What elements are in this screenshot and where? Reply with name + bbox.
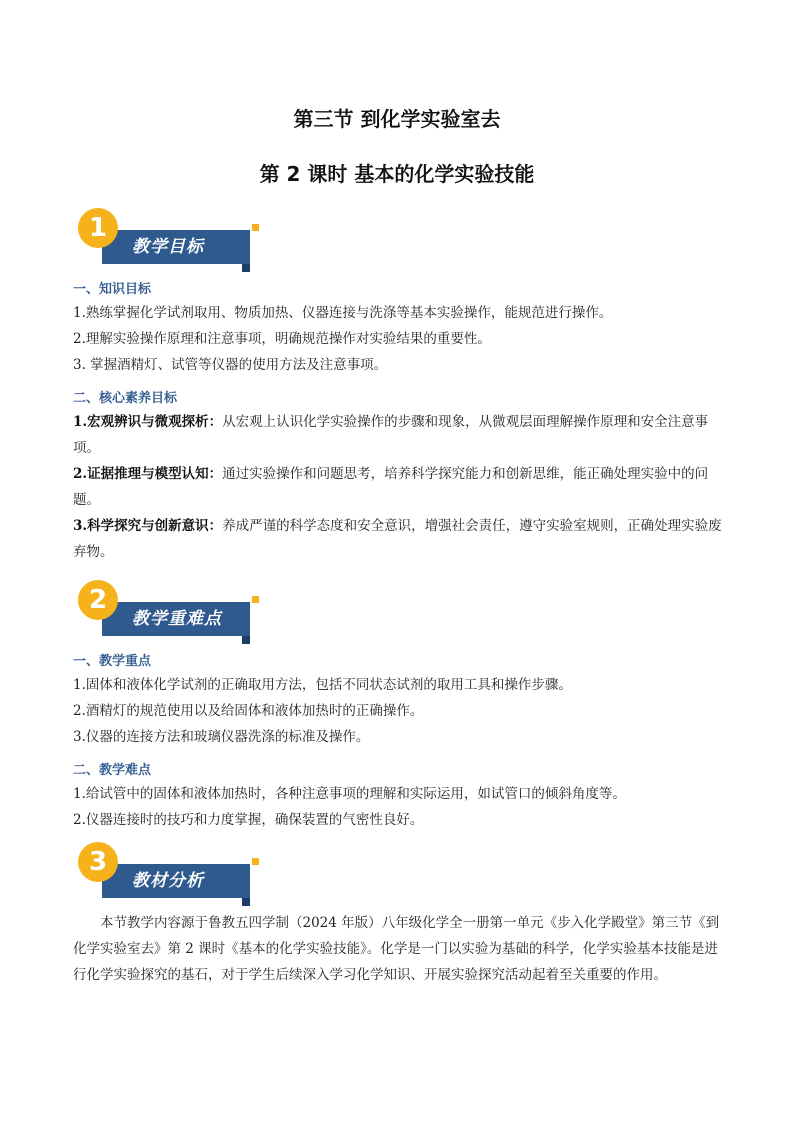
badge-dot-icon: [252, 596, 259, 603]
section-badge-analysis: [78, 842, 278, 904]
badge-label: 教材分析: [102, 864, 250, 898]
badge-number: 3: [78, 842, 118, 882]
item-text: 养成严谨的科学态度和安全意识，增强社会责任，遵守实验室规则，正确处理实验废弃物。: [73, 518, 722, 560]
badge-number: 1: [78, 208, 118, 248]
section-badge-key-points: [78, 580, 278, 642]
list-item: 1.熟练掌握化学试剂取用、物质加热、仪器连接与洗涤等基本实验操作，能规范进行操作。: [73, 305, 613, 321]
badge-dot-icon: [252, 224, 259, 231]
list-item: 3. 掌握酒精灯、试管等仪器的使用方法及注意事项。: [73, 357, 388, 373]
list-item: 1.给试管中的固体和液体加热时，各种注意事项的理解和实际运用，如试管口的倾斜角度等。: [73, 786, 626, 802]
list-item: 2.理解实验操作原理和注意事项，明确规范操作对实验结果的重要性。: [73, 331, 491, 347]
list-item: [73, 513, 723, 565]
badge-number: 2: [78, 580, 118, 620]
knowledge-heading: 一、知识目标: [73, 282, 152, 297]
difficult-list: [73, 781, 723, 833]
item-text: 通过实验操作和问题思考，培养科学探究能力和创新思维，能正确处理实验中的问题。: [73, 466, 709, 508]
item-text: 从宏观上认识化学实验操作的步骤和现象，从微观层面理解操作原理和安全注意事项。: [73, 414, 709, 456]
list-item: [73, 461, 723, 513]
list-item: 2.酒精灯的规范使用以及给固体和液体加热时的正确操作。: [73, 703, 424, 719]
list-item: 2.仪器连接时的技巧和力度掌握，确保装置的气密性良好。: [73, 812, 424, 828]
literacy-list: [73, 409, 723, 565]
analysis-paragraph: 本节教学内容源于鲁教五四学制（2024 年版）八年级化学全一册第一单元《步入化学殿堂》第三节《到化学实验室去》第 2 课时《基本的化学实验技能》。化学是一门以实验为基础的科学，化学实验基本技能是进行化学实验探究的基石，对于学生后续深入学习化学知识、开展实验探究活动起着至关重要的作用。: [73, 915, 720, 983]
item-lead: 1.宏观辨识与微观探析：: [73, 414, 223, 430]
item-lead: 3.科学探究与创新意识：: [73, 518, 223, 534]
badge-dot-icon: [252, 858, 259, 865]
key-list: [73, 672, 723, 750]
knowledge-list: [73, 300, 723, 378]
lesson-title: 第 2 课时 基本的化学实验技能: [259, 162, 535, 186]
difficult-heading: 二、教学难点: [73, 763, 152, 778]
list-item: [73, 409, 723, 461]
key-heading: 一、教学重点: [73, 654, 152, 669]
section-badge-objectives: [78, 208, 278, 270]
list-item: 1.固体和液体化学试剂的正确取用方法，包括不同状态试剂的取用工具和操作步骤。: [73, 677, 572, 693]
badge-label: 教学目标: [102, 230, 250, 264]
item-lead: 2.证据推理与模型认知：: [73, 466, 223, 482]
literacy-heading: 二、核心素养目标: [73, 391, 178, 406]
badge-label: 教学重难点: [102, 602, 250, 636]
section-title: 第三节 到化学实验室去: [293, 107, 501, 131]
list-item: 3.仪器的连接方法和玻璃仪器洗涤的标准及操作。: [73, 729, 370, 745]
